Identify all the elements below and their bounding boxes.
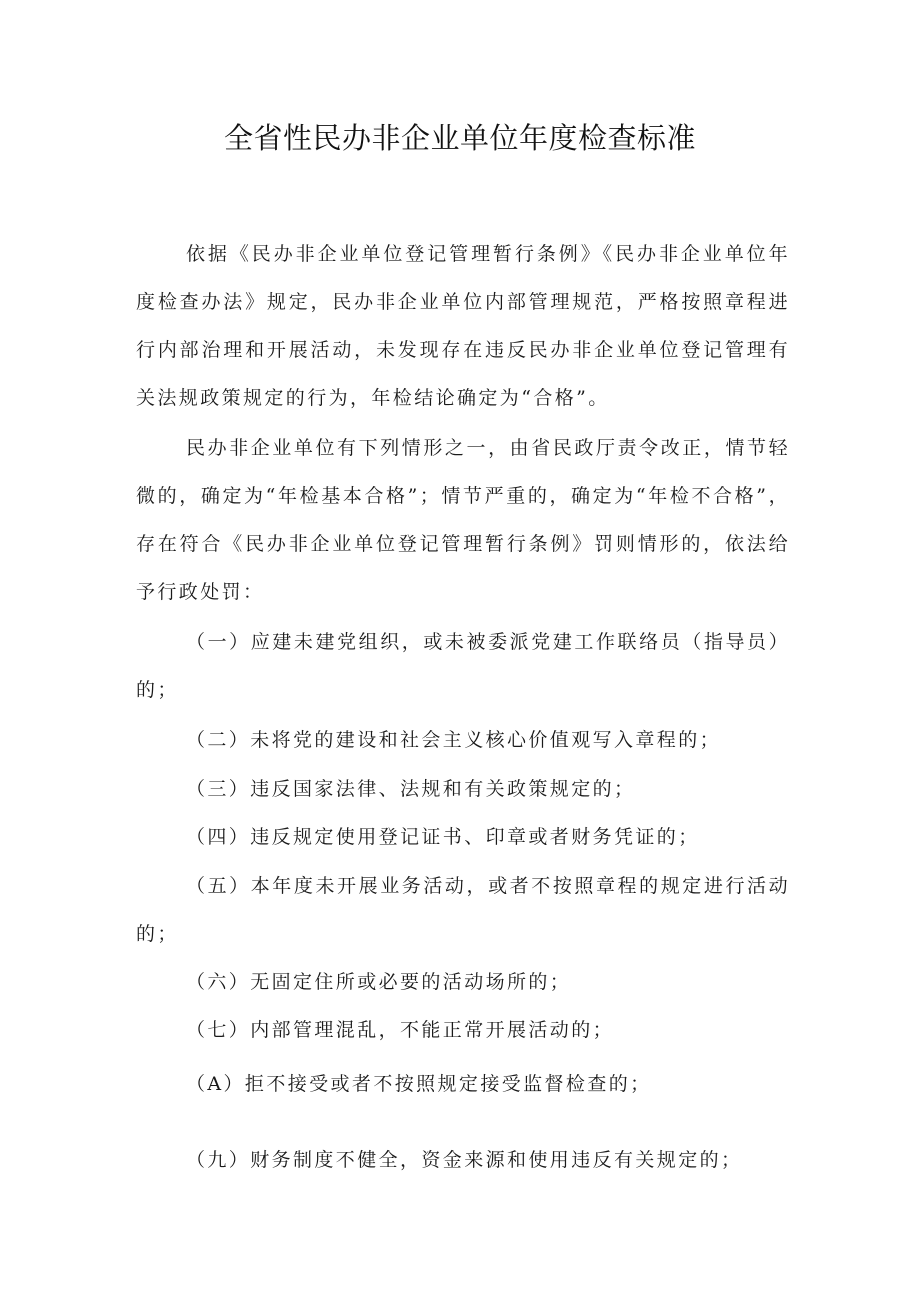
list-item: （A）拒不接受或者不按照规定接受监督检查的；: [186, 1073, 652, 1095]
list-item: （一）应建未建党组织，或未被委派党建工作联络员（指导员）的；: [136, 631, 790, 701]
list-item: （三）违反国家法律、法规和有关政策规定的；: [186, 778, 636, 800]
conditions-paragraph: 民办非企业单位有下列情形之一，由省民政厅责令改正，情节轻微的，确定为“年检基本合格”；情节严重的，确定为“年检不合格”，存在符合《民办非企业单位登记管理暂行条例》罚则情形的，依法给予行政处罚：: [136, 437, 790, 603]
intro-paragraph: 依据《民办非企业单位登记管理暂行条例》《民办非企业单位年度检查办法》规定，民办非企业单位内部管理规范，严格按照章程进行内部治理和开展活动，未发现存在违反民办非企业单位登记管理有关法规政策规定的行为，年检结论确定为“合格”。: [136, 243, 790, 409]
list-item: （六）无固定住所或必要的活动场所的；: [186, 971, 572, 993]
list-item: （五）本年度未开展业务活动，或者不按照章程的规定进行活动的；: [136, 875, 790, 945]
document-title: 全省性民办非企业单位年度检查标准: [223, 121, 696, 155]
list-item: （二）未将党的建设和社会主义核心价值观写入章程的；: [186, 729, 722, 751]
list-item: （四）违反规定使用登记证书、印章或者财务凭证的；: [186, 826, 700, 848]
list-item: （九）财务制度不健全，资金来源和使用违反有关规定的；: [186, 1149, 743, 1171]
list-item: （七）内部管理混乱，不能正常开展活动的；: [186, 1019, 615, 1041]
